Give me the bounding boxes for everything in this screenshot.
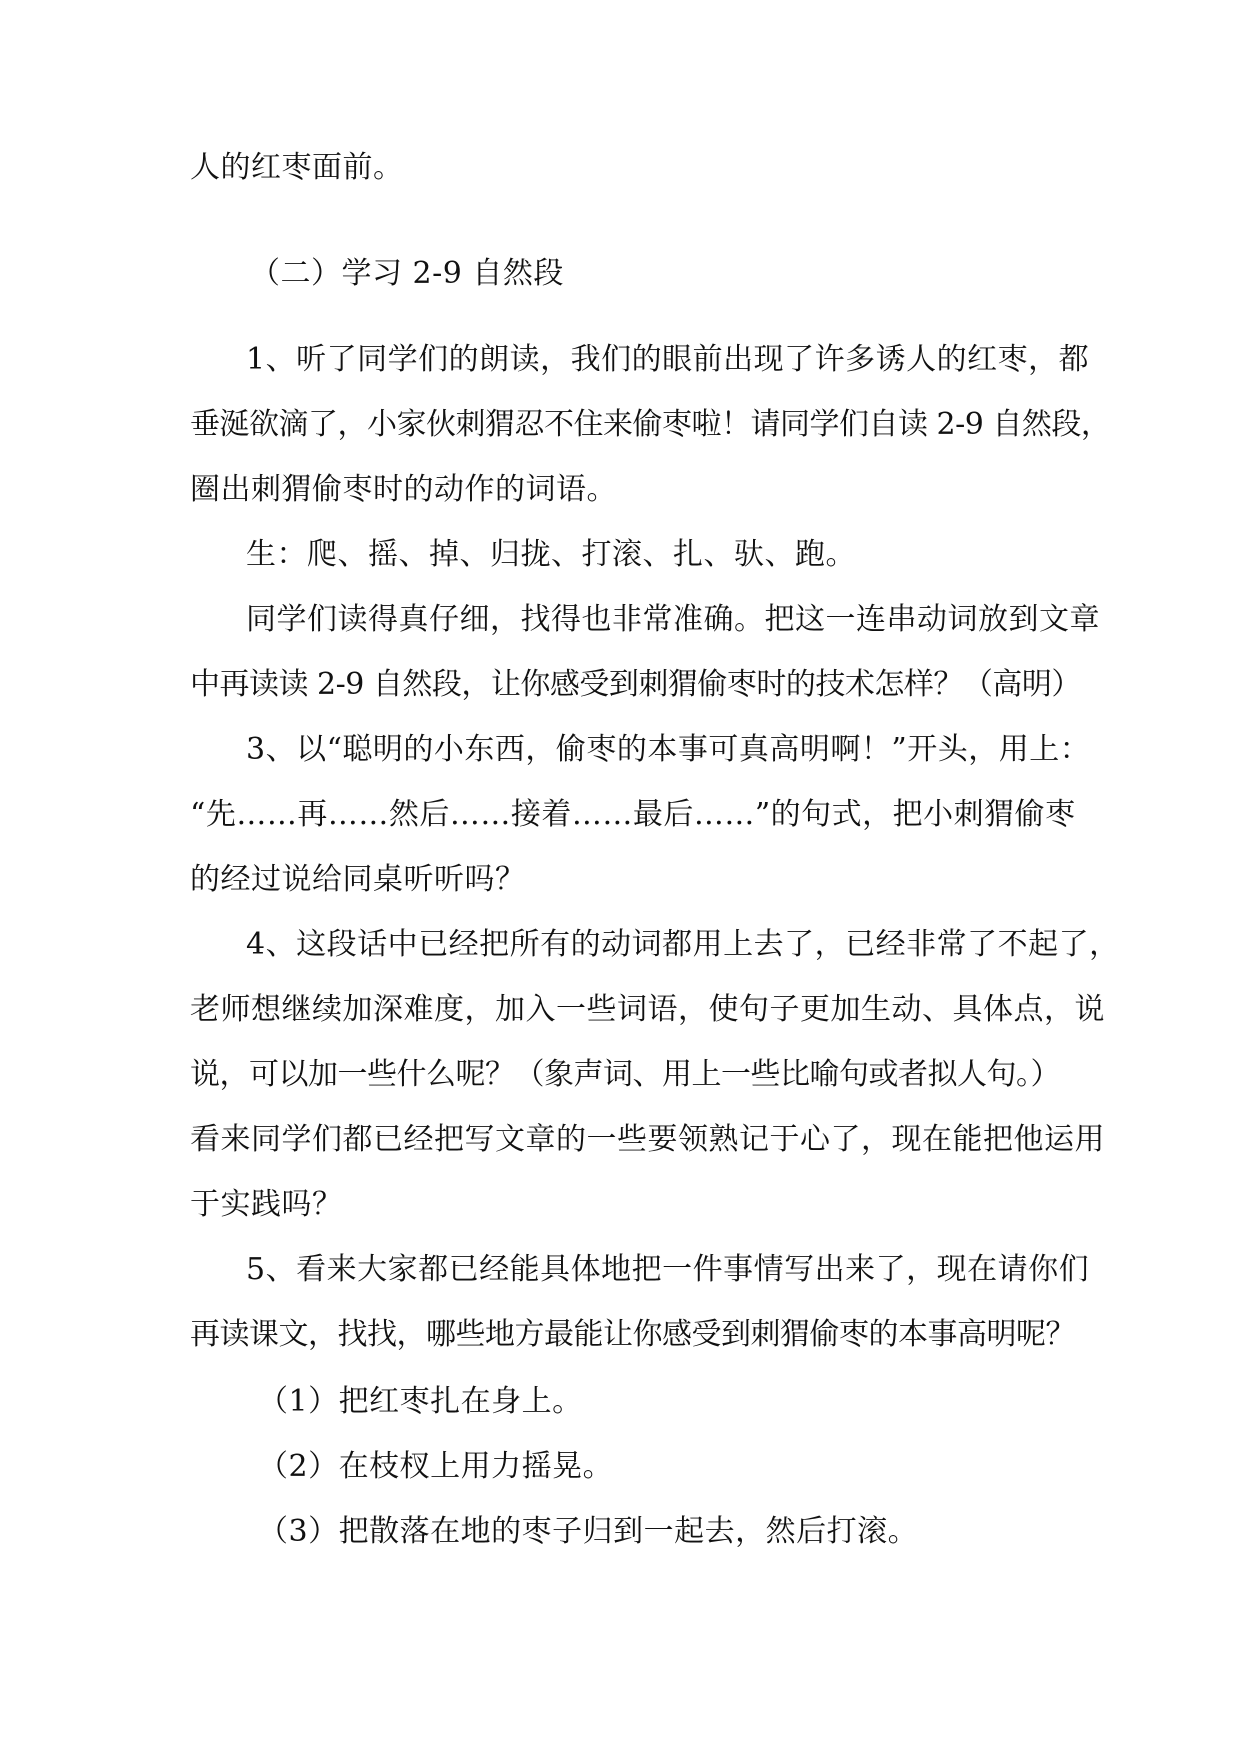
text-line: 说，可以加一些什么呢？（象声词、用上一些比喻句或者拟人句。） (190, 1057, 1060, 1092)
list-item: （1）把红枣扎在身上。 (258, 1384, 583, 1419)
list-item: （3）把散落在地的枣子归到一起去，然后打滚。 (258, 1514, 919, 1549)
list-item: （2）在枝杈上用力摇晃。 (258, 1449, 614, 1484)
text-line: 的经过说给同桌听听吗？ (190, 862, 526, 897)
text-line: 3、以“聪明的小东西，偷枣的本事可真高明啊！”开头，用上： (246, 732, 1091, 767)
text-line: 生：爬、摇、掉、归拢、打滚、扎、驮、跑。 (246, 537, 856, 572)
text-line: 垂涎欲滴了，小家伙刺猬忍不住来偷枣啦！请同学们自读 2-9 自然段， (190, 407, 1111, 442)
section-heading: （二）学习 2-9 自然段 (250, 256, 564, 291)
text-line: 5、看来大家都已经能具体地把一件事情写出来了，现在请你们 (246, 1252, 1090, 1287)
text-line: 人的红枣面前。 (190, 150, 404, 185)
text-line: 圈出刺猬偷枣时的动作的词语。 (190, 472, 617, 507)
text-line: 老师想继续加深难度，加入一些词语，使句子更加生动、具体点，说 (190, 992, 1105, 1027)
text-line: 中再读读 2-9 自然段，让你感受到刺猬偷枣时的技术怎样？（高明） (190, 667, 1081, 702)
text-line: 再读课文，找找，哪些地方最能让你感受到刺猬偷枣的本事高明呢？ (190, 1317, 1075, 1352)
text-line: 1、听了同学们的朗读，我们的眼前出现了许多诱人的红枣，都 (246, 342, 1090, 377)
text-line: 看来同学们都已经把写文章的一些要领熟记于心了，现在能把他运用 (190, 1122, 1105, 1157)
text-line: 4、这段话中已经把所有的动词都用上去了，已经非常了不起了， (246, 927, 1120, 962)
text-line: “先……再……然后……接着……最后……”的句式，把小刺猬偷枣 (190, 797, 1076, 832)
text-line: 于实践吗？ (190, 1187, 343, 1222)
text-line: 同学们读得真仔细，找得也非常准确。把这一连串动词放到文章 (246, 602, 1100, 637)
